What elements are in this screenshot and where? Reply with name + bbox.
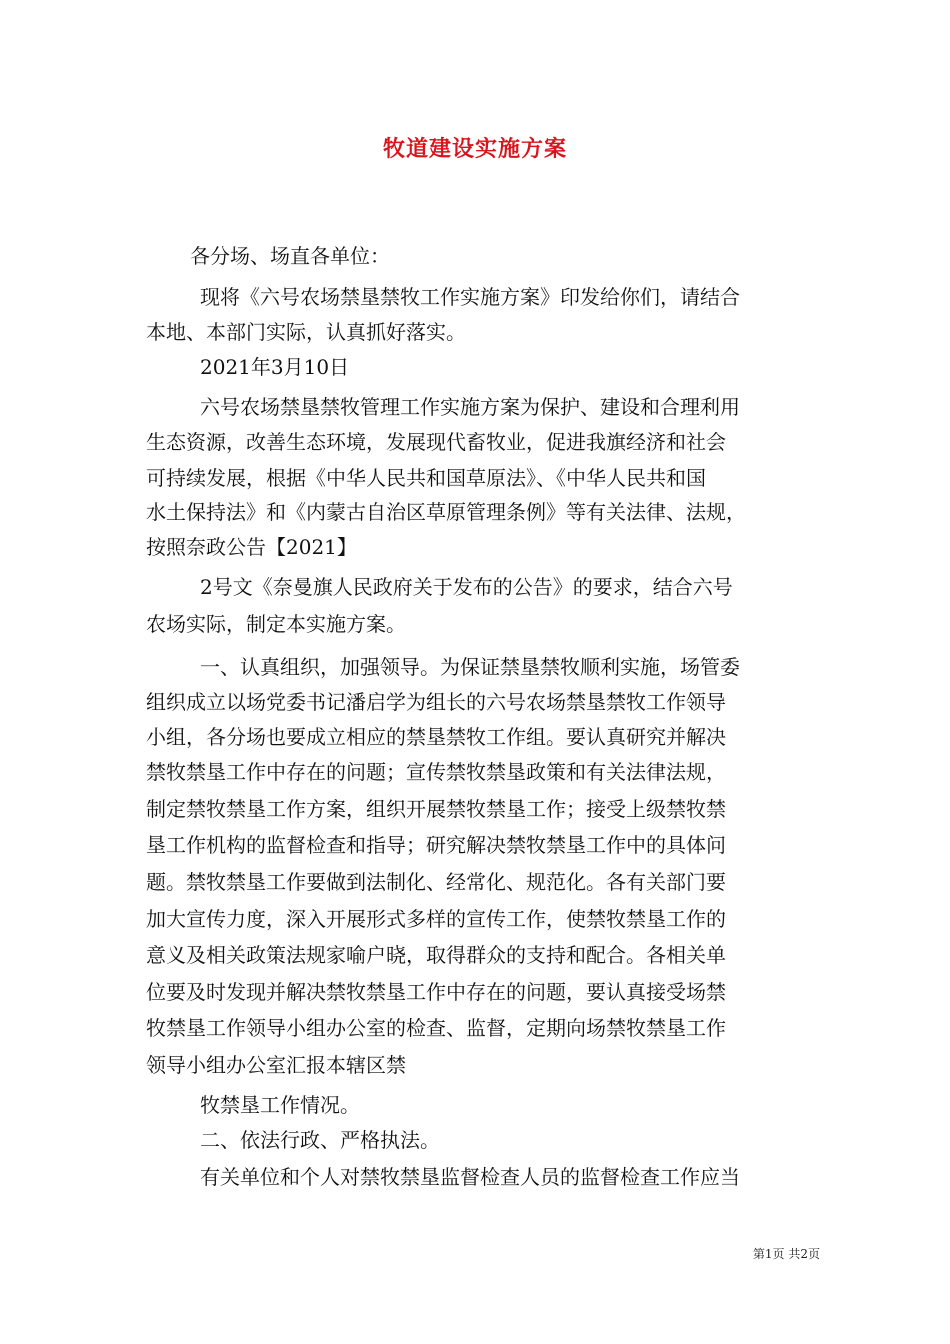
body-line: 牧禁垦工作情况。 bbox=[200, 1093, 360, 1117]
body-line: 组织成立以场党委书记潘启学为组长的六号农场禁垦禁牧工作领导 bbox=[146, 690, 726, 714]
body-line: 2号文《奈曼旗人民政府关于发布的公告》的要求，结合六号 bbox=[200, 575, 733, 599]
body-line: 小组，各分场也要成立相应的禁垦禁牧工作组。要认真研究并解决 bbox=[146, 725, 726, 749]
body-line: 农场实际，制定本实施方案。 bbox=[146, 612, 406, 636]
body-line: 制定禁牧禁垦工作方案，组织开展禁牧禁垦工作；接受上级禁牧禁 bbox=[146, 797, 726, 821]
body-line: 2021年3月10日 bbox=[200, 355, 350, 379]
body-line: 六号农场禁垦禁牧管理工作实施方案为保护、建设和合理利用 bbox=[200, 395, 740, 419]
body-line: 牧禁垦工作领导小组办公室的检查、监督，定期向场禁牧禁垦工作 bbox=[146, 1016, 726, 1040]
body-line: 禁牧禁垦工作中存在的问题；宣传禁牧禁垦政策和有关法律法规， bbox=[146, 760, 726, 784]
body-line: 各分场、场直各单位： bbox=[190, 244, 390, 268]
body-line: 加大宣传力度，深入开展形式多样的宣传工作，使禁牧禁垦工作的 bbox=[146, 907, 726, 931]
body-line: 位要及时发现并解决禁牧禁垦工作中存在的问题，要认真接受场禁 bbox=[146, 980, 726, 1004]
body-line: 水土保持法》和《内蒙古自治区草原管理条例》等有关法律、法规， bbox=[146, 500, 746, 524]
body-line: 领导小组办公室汇报本辖区禁 bbox=[146, 1053, 406, 1077]
body-line: 二、依法行政、严格执法。 bbox=[200, 1128, 440, 1152]
body-line: 按照奈政公告【2021】 bbox=[146, 535, 357, 559]
body-line: 本地、本部门实际，认真抓好落实。 bbox=[146, 320, 466, 344]
page-number: 第1页 共2页 bbox=[752, 1247, 820, 1261]
body-line: 题。禁牧禁垦工作要做到法制化、经常化、规范化。各有关部门要 bbox=[146, 870, 726, 894]
body-line: 垦工作机构的监督检查和指导；研究解决禁牧禁垦工作中的具体问 bbox=[146, 833, 726, 857]
body-line: 意义及相关政策法规家喻户晓，取得群众的支持和配合。各相关单 bbox=[146, 943, 726, 967]
body-line: 生态资源，改善生态环境，发展现代畜牧业，促进我旗经济和社会 bbox=[146, 430, 726, 454]
body-line: 可持续发展，根据《中华人民共和国草原法》、《中华人民共和国 bbox=[146, 466, 706, 490]
document-title: 牧道建设实施方案 bbox=[382, 136, 567, 162]
body-line: 一、认真组织，加强领导。为保证禁垦禁牧顺利实施，场管委 bbox=[200, 655, 740, 679]
body-line: 有关单位和个人对禁牧禁垦监督检查人员的监督检查工作应当 bbox=[200, 1165, 740, 1189]
body-line: 现将《六号农场禁垦禁牧工作实施方案》印发给你们，请结合 bbox=[200, 285, 740, 309]
